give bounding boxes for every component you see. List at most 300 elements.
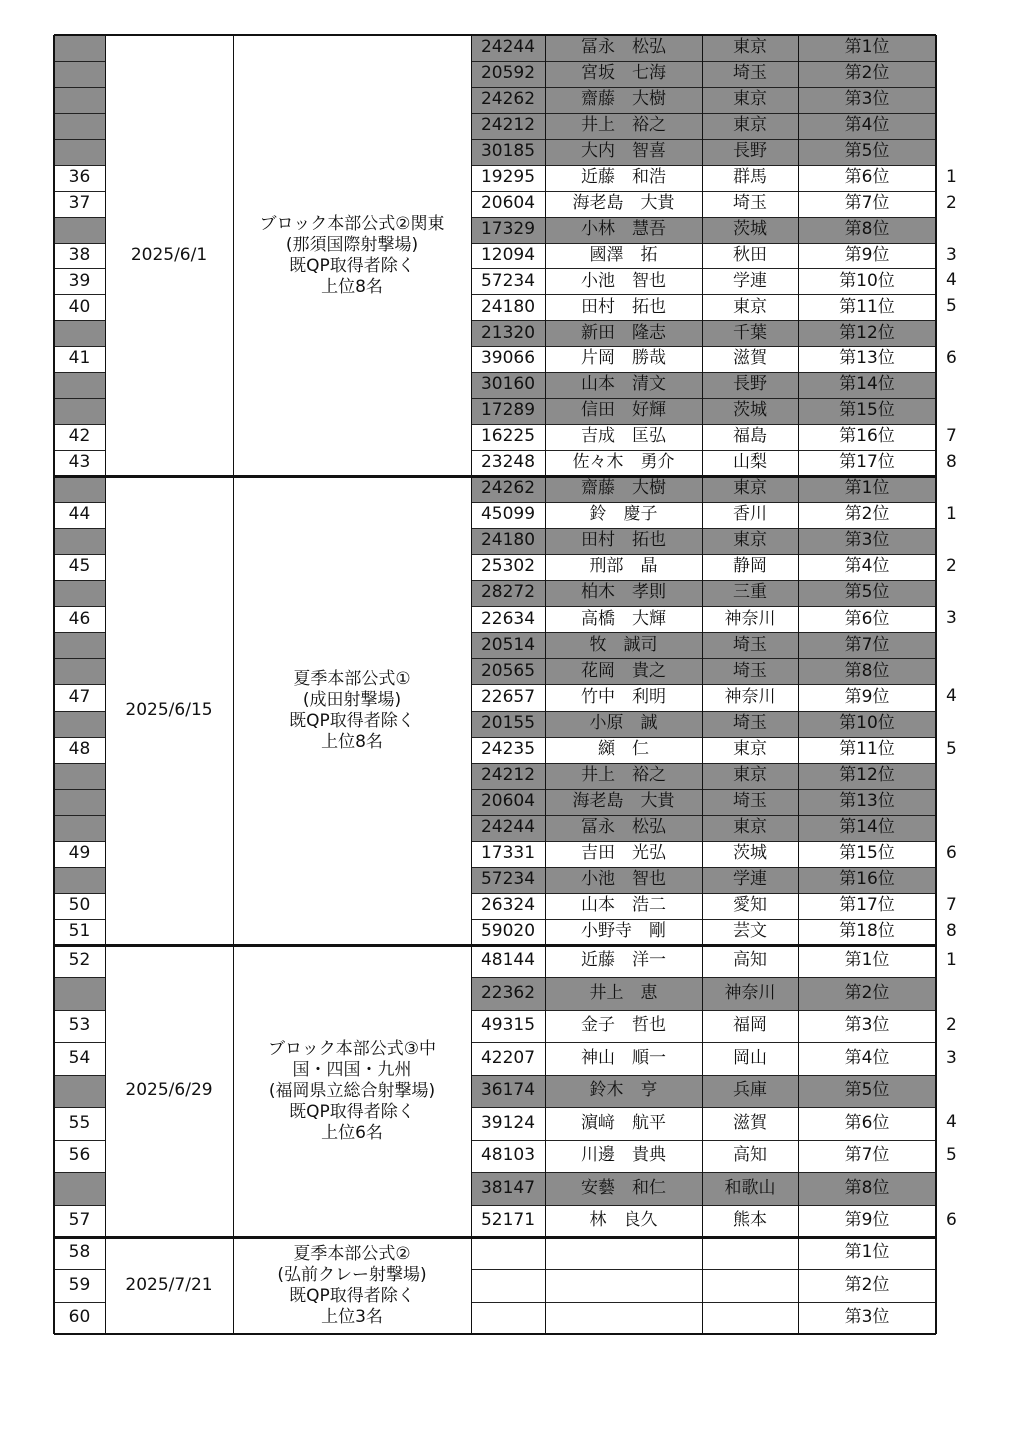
placing: 第10位 xyxy=(798,711,936,737)
member-id: 20514 xyxy=(471,632,545,658)
prefecture: 和歌山 xyxy=(702,1172,798,1204)
athlete-name xyxy=(545,1237,702,1269)
athlete-name: 井上 裕之 xyxy=(545,113,702,139)
placing: 第12位 xyxy=(798,320,936,346)
qualifier-number: 46 xyxy=(68,608,91,629)
prefecture: 埼玉 xyxy=(702,61,798,87)
row-rule xyxy=(471,268,936,269)
placing: 第6位 xyxy=(844,608,890,629)
row-rule xyxy=(471,165,936,166)
row-rule xyxy=(54,554,105,555)
prefecture: 茨城 xyxy=(702,398,798,424)
placing: 第3位 xyxy=(844,1015,890,1036)
member-id: 17331 xyxy=(480,843,536,864)
qualifier-number xyxy=(54,35,105,61)
placing: 第5位 xyxy=(798,139,936,165)
qualifier-number xyxy=(54,977,105,1009)
row-rule xyxy=(471,398,936,399)
margin-counter: 8 xyxy=(946,452,957,473)
prefecture xyxy=(702,1302,798,1334)
row-rule xyxy=(471,789,936,790)
prefecture: 東京 xyxy=(702,763,798,789)
member-id: 30160 xyxy=(471,372,545,398)
prefecture: 愛知 xyxy=(733,895,767,916)
placing: 第1位 xyxy=(798,476,936,502)
placing: 第8位 xyxy=(798,217,936,243)
athlete-name: 川邊 貴典 xyxy=(581,1145,666,1166)
prefecture: 埼玉 xyxy=(702,632,798,658)
qualifier-number xyxy=(54,476,105,502)
member-id: 17289 xyxy=(471,398,545,424)
row-rule xyxy=(471,737,936,738)
member-id: 57234 xyxy=(471,867,545,893)
qualifier-number xyxy=(54,763,105,789)
member-id: 28272 xyxy=(471,580,545,606)
athlete-name: 安藝 和仁 xyxy=(545,1172,702,1204)
placing: 第5位 xyxy=(798,580,936,606)
qualifier-number: 41 xyxy=(68,348,91,369)
qualifier-number: 56 xyxy=(68,1145,91,1166)
prefecture: 東京 xyxy=(702,113,798,139)
prefecture: 熊本 xyxy=(733,1209,767,1230)
prefecture: 兵庫 xyxy=(702,1075,798,1107)
member-id: 52171 xyxy=(480,1209,536,1230)
row-rule xyxy=(54,737,105,738)
placing: 第11位 xyxy=(839,738,895,759)
member-id: 24235 xyxy=(480,738,536,759)
row-rule xyxy=(471,919,936,920)
qualifier-number: 54 xyxy=(68,1047,91,1068)
member-id: 59020 xyxy=(480,921,536,942)
row-rule xyxy=(471,1010,936,1011)
event-date: 2025/6/1 xyxy=(130,244,208,265)
athlete-name: 小林 慧吾 xyxy=(545,217,702,243)
qualifier-number: 44 xyxy=(68,504,91,525)
qualifier-number: 40 xyxy=(68,296,91,317)
athlete-name: 山本 清文 xyxy=(545,372,702,398)
qualifier-number xyxy=(54,320,105,346)
row-rule xyxy=(54,606,105,607)
event-date: 2025/6/29 xyxy=(125,1080,213,1101)
placing: 第9位 xyxy=(844,1209,890,1230)
row-rule xyxy=(471,1302,936,1303)
placing: 第17位 xyxy=(839,895,895,916)
qualifier-number: 47 xyxy=(68,686,91,707)
row-rule xyxy=(471,1107,936,1108)
margin-counter: 4 xyxy=(946,686,957,707)
placing: 第2位 xyxy=(844,1274,890,1295)
placing: 第2位 xyxy=(844,504,890,525)
row-rule xyxy=(471,87,936,88)
row-rule xyxy=(471,502,936,503)
qualifier-number xyxy=(54,580,105,606)
row-rule xyxy=(54,398,105,399)
prefecture: 長野 xyxy=(702,139,798,165)
row-rule xyxy=(54,217,105,218)
row-rule xyxy=(54,61,105,62)
qualifier-number: 49 xyxy=(68,843,91,864)
margin-counter: 2 xyxy=(946,1015,957,1036)
placing: 第15位 xyxy=(798,398,936,424)
qualifier-number: 52 xyxy=(68,950,91,971)
placing: 第18位 xyxy=(839,921,895,942)
prefecture: 東京 xyxy=(702,476,798,502)
member-id: 24244 xyxy=(471,815,545,841)
row-rule xyxy=(54,528,105,529)
margin-counter: 5 xyxy=(946,296,957,317)
margin-counter: 6 xyxy=(946,842,957,863)
qualifier-number: 37 xyxy=(68,192,91,213)
qualifier-number: 50 xyxy=(68,895,91,916)
member-id: 42207 xyxy=(480,1047,536,1068)
placing: 第13位 xyxy=(839,348,895,369)
placing: 第10位 xyxy=(839,270,895,291)
athlete-name: 近藤 和浩 xyxy=(581,166,666,187)
placing: 第8位 xyxy=(798,658,936,684)
row-rule xyxy=(54,320,105,321)
qualifier-number xyxy=(54,815,105,841)
prefecture: 岡山 xyxy=(733,1047,767,1068)
placing: 第1位 xyxy=(844,950,890,971)
row-rule xyxy=(54,1010,105,1011)
placing: 第12位 xyxy=(798,763,936,789)
column-rule xyxy=(105,35,106,1334)
athlete-name: 牧 誠司 xyxy=(545,632,702,658)
placing: 第6位 xyxy=(844,1112,890,1133)
row-rule xyxy=(471,61,936,62)
prefecture: 静岡 xyxy=(733,556,767,577)
margin-counter: 7 xyxy=(946,894,957,915)
column-rule xyxy=(545,35,546,1334)
row-rule xyxy=(471,815,936,816)
member-id xyxy=(471,1237,545,1269)
qualifier-number xyxy=(54,113,105,139)
athlete-name: 神山 順一 xyxy=(581,1047,666,1068)
athlete-name: 井上 恵 xyxy=(545,977,702,1009)
qualifier-number: 57 xyxy=(68,1209,91,1230)
row-rule xyxy=(471,841,936,842)
row-rule xyxy=(471,977,936,978)
row-rule xyxy=(471,139,936,140)
table-bottom-border xyxy=(54,1333,936,1335)
placing: 第3位 xyxy=(798,528,936,554)
margin-counter: 8 xyxy=(946,920,957,941)
placing: 第9位 xyxy=(844,244,890,265)
member-id xyxy=(471,1302,545,1334)
prefecture: 東京 xyxy=(733,296,767,317)
prefecture: 学連 xyxy=(702,867,798,893)
qualifier-number xyxy=(54,398,105,424)
athlete-name: 刑部 晶 xyxy=(589,556,658,577)
member-id: 22657 xyxy=(480,686,536,707)
placing: 第16位 xyxy=(839,426,895,447)
prefecture xyxy=(702,1237,798,1269)
placing: 第4位 xyxy=(844,1047,890,1068)
row-rule xyxy=(471,867,936,868)
athlete-name: 金子 哲也 xyxy=(581,1015,666,1036)
event-description: 夏季本部公式② (弘前クレー射撃場) 既QP取得者除く 上位3名 xyxy=(277,1243,427,1327)
placing: 第5位 xyxy=(798,1075,936,1107)
athlete-name: 冨永 松弘 xyxy=(545,815,702,841)
placing: 第2位 xyxy=(798,61,936,87)
margin-counter: 6 xyxy=(946,348,957,369)
row-rule xyxy=(54,580,105,581)
athlete-name: 纐 仁 xyxy=(598,738,649,759)
athlete-name: 齋藤 大樹 xyxy=(545,87,702,113)
margin-counter: 7 xyxy=(946,426,957,447)
column-rule xyxy=(471,35,472,1334)
qualifier-number: 43 xyxy=(68,452,91,473)
member-id: 30185 xyxy=(471,139,545,165)
prefecture: 秋田 xyxy=(733,244,767,265)
row-rule xyxy=(54,502,105,503)
qualifier-number: 45 xyxy=(68,556,91,577)
row-rule xyxy=(54,139,105,140)
placing: 第3位 xyxy=(798,87,936,113)
row-rule xyxy=(54,424,105,425)
prefecture: 香川 xyxy=(733,504,767,525)
athlete-name: 片岡 勝哉 xyxy=(581,348,666,369)
row-rule xyxy=(471,1042,936,1043)
event-date: 2025/6/15 xyxy=(125,699,213,720)
placing: 第4位 xyxy=(798,113,936,139)
prefecture: 福岡 xyxy=(733,1015,767,1036)
placing: 第9位 xyxy=(844,686,890,707)
qualifier-number: 48 xyxy=(68,738,91,759)
row-rule xyxy=(54,1107,105,1108)
event-date: 2025/7/21 xyxy=(125,1274,213,1295)
placing: 第7位 xyxy=(844,192,890,213)
member-id: 20565 xyxy=(471,658,545,684)
athlete-name: 鈴木 亨 xyxy=(545,1075,702,1107)
row-rule xyxy=(54,893,105,894)
prefecture: 神奈川 xyxy=(702,977,798,1009)
row-rule xyxy=(54,867,105,868)
athlete-name xyxy=(545,1269,702,1301)
margin-counter: 4 xyxy=(946,1112,957,1133)
column-rule xyxy=(798,35,799,1334)
member-id: 20592 xyxy=(471,61,545,87)
member-id: 24180 xyxy=(480,296,536,317)
athlete-name: 大内 智喜 xyxy=(545,139,702,165)
row-rule xyxy=(54,977,105,978)
row-rule xyxy=(54,658,105,659)
qualifier-number: 60 xyxy=(68,1307,91,1328)
prefecture: 東京 xyxy=(733,738,767,759)
prefecture: 千葉 xyxy=(702,320,798,346)
prefecture: 福島 xyxy=(733,426,767,447)
qualifier-number: 39 xyxy=(68,270,91,291)
row-rule xyxy=(54,1302,105,1303)
qualifier-number xyxy=(54,528,105,554)
group-divider xyxy=(54,475,936,478)
prefecture: 山梨 xyxy=(733,452,767,473)
member-id: 36174 xyxy=(471,1075,545,1107)
member-id: 17329 xyxy=(471,217,545,243)
member-id: 24212 xyxy=(471,113,545,139)
prefecture: 東京 xyxy=(702,528,798,554)
column-rule xyxy=(233,35,234,1334)
prefecture: 埼玉 xyxy=(702,789,798,815)
row-rule xyxy=(54,1205,105,1206)
prefecture: 埼玉 xyxy=(702,658,798,684)
row-rule xyxy=(471,1172,936,1173)
row-rule xyxy=(471,684,936,685)
row-rule xyxy=(54,294,105,295)
row-rule xyxy=(471,554,936,555)
athlete-name: 井上 裕之 xyxy=(545,763,702,789)
member-id: 19295 xyxy=(480,166,536,187)
prefecture: 芸文 xyxy=(733,921,767,942)
row-rule xyxy=(54,372,105,373)
prefecture: 神奈川 xyxy=(724,608,776,629)
member-id: 20604 xyxy=(480,192,536,213)
row-rule xyxy=(54,632,105,633)
athlete-name: 冨永 松弘 xyxy=(545,35,702,61)
qualifier-number: 42 xyxy=(68,426,91,447)
member-id: 26324 xyxy=(480,895,536,916)
athlete-name: 林 良久 xyxy=(589,1209,658,1230)
placing: 第14位 xyxy=(798,372,936,398)
member-id: 24212 xyxy=(471,763,545,789)
row-rule xyxy=(471,528,936,529)
member-id: 24262 xyxy=(471,476,545,502)
athlete-name: 新田 隆志 xyxy=(545,320,702,346)
row-rule xyxy=(471,1140,936,1141)
qualifier-number: 36 xyxy=(68,166,91,187)
member-id: 45099 xyxy=(480,504,536,525)
row-rule xyxy=(471,580,936,581)
row-rule xyxy=(471,450,936,451)
row-rule xyxy=(54,165,105,166)
column-rule xyxy=(53,35,55,1334)
column-rule xyxy=(702,35,703,1334)
qualifier-number xyxy=(54,789,105,815)
margin-counter: 5 xyxy=(946,738,957,759)
row-rule xyxy=(471,294,936,295)
row-rule xyxy=(54,841,105,842)
row-rule xyxy=(471,191,936,192)
member-id: 22634 xyxy=(480,608,536,629)
prefecture xyxy=(702,1269,798,1301)
prefecture: 埼玉 xyxy=(733,192,767,213)
row-rule xyxy=(54,684,105,685)
row-rule xyxy=(471,1205,936,1206)
row-rule xyxy=(54,919,105,920)
qualifier-number xyxy=(54,711,105,737)
row-rule xyxy=(471,763,936,764)
prefecture: 東京 xyxy=(702,815,798,841)
placing: 第2位 xyxy=(798,977,936,1009)
event-description: ブロック本部公式③中 国・四国・九州 (福岡県立総合射撃場) 既QP取得者除く 上位6名 xyxy=(268,1038,436,1143)
row-rule xyxy=(54,1269,105,1270)
member-id: 39066 xyxy=(480,348,536,369)
prefecture: 埼玉 xyxy=(702,711,798,737)
member-id: 24180 xyxy=(471,528,545,554)
row-rule xyxy=(471,372,936,373)
row-rule xyxy=(471,113,936,114)
prefecture: 学連 xyxy=(733,270,767,291)
athlete-name: 海老島 大貴 xyxy=(545,789,702,815)
member-id: 48103 xyxy=(480,1145,536,1166)
athlete-name: 小池 智也 xyxy=(581,270,666,291)
qualifier-number xyxy=(54,372,105,398)
placing: 第15位 xyxy=(839,843,895,864)
placing: 第16位 xyxy=(798,867,936,893)
qualifier-number: 38 xyxy=(68,244,91,265)
qualifier-number: 55 xyxy=(68,1112,91,1133)
row-rule xyxy=(471,711,936,712)
prefecture: 茨城 xyxy=(702,217,798,243)
qualifier-number: 59 xyxy=(68,1274,91,1295)
qualifier-number xyxy=(54,217,105,243)
row-rule xyxy=(54,1075,105,1076)
row-rule xyxy=(471,424,936,425)
qualifier-number xyxy=(54,632,105,658)
row-rule xyxy=(471,243,936,244)
prefecture: 長野 xyxy=(702,372,798,398)
placing: 第11位 xyxy=(839,296,895,317)
athlete-name: 小池 智也 xyxy=(545,867,702,893)
row-rule xyxy=(471,320,936,321)
qualifier-number xyxy=(54,1075,105,1107)
placing: 第17位 xyxy=(839,452,895,473)
row-rule xyxy=(54,1042,105,1043)
placing: 第7位 xyxy=(798,632,936,658)
margin-counter: 1 xyxy=(946,504,957,525)
athlete-name: 吉田 光弘 xyxy=(581,843,666,864)
placing: 第13位 xyxy=(798,789,936,815)
group-divider xyxy=(54,944,936,947)
placing: 第6位 xyxy=(844,166,890,187)
athlete-name: 田村 拓也 xyxy=(581,296,666,317)
prefecture: 三重 xyxy=(702,580,798,606)
qualifier-number xyxy=(54,87,105,113)
prefecture: 高知 xyxy=(733,1145,767,1166)
row-rule xyxy=(471,632,936,633)
athlete-name: 鈴 慶子 xyxy=(589,504,658,525)
member-id: 20604 xyxy=(471,789,545,815)
margin-counter: 3 xyxy=(946,608,957,629)
athlete-name: 小原 誠 xyxy=(545,711,702,737)
qualifier-number xyxy=(54,1172,105,1204)
margin-counter: 1 xyxy=(946,950,957,971)
placing: 第1位 xyxy=(844,1242,890,1263)
placing: 第3位 xyxy=(844,1307,890,1328)
column-rule xyxy=(935,35,937,1334)
prefecture: 茨城 xyxy=(733,843,767,864)
row-rule xyxy=(54,243,105,244)
qualifier-number xyxy=(54,61,105,87)
row-rule xyxy=(471,1269,936,1270)
row-rule xyxy=(471,217,936,218)
member-id: 39124 xyxy=(480,1112,536,1133)
athlete-name: 田村 拓也 xyxy=(545,528,702,554)
athlete-name: 高橋 大輝 xyxy=(581,608,666,629)
athlete-name: 宮坂 七海 xyxy=(545,61,702,87)
qualifier-number: 51 xyxy=(68,921,91,942)
placing: 第14位 xyxy=(798,815,936,841)
member-id: 16225 xyxy=(480,426,536,447)
qualifier-number: 58 xyxy=(68,1242,91,1263)
prefecture: 高知 xyxy=(733,950,767,971)
row-rule xyxy=(54,763,105,764)
member-id: 48144 xyxy=(480,950,536,971)
row-rule xyxy=(54,450,105,451)
athlete-name: 濵﨑 航平 xyxy=(581,1112,666,1133)
athlete-name: 國澤 拓 xyxy=(589,244,658,265)
row-rule xyxy=(54,346,105,347)
